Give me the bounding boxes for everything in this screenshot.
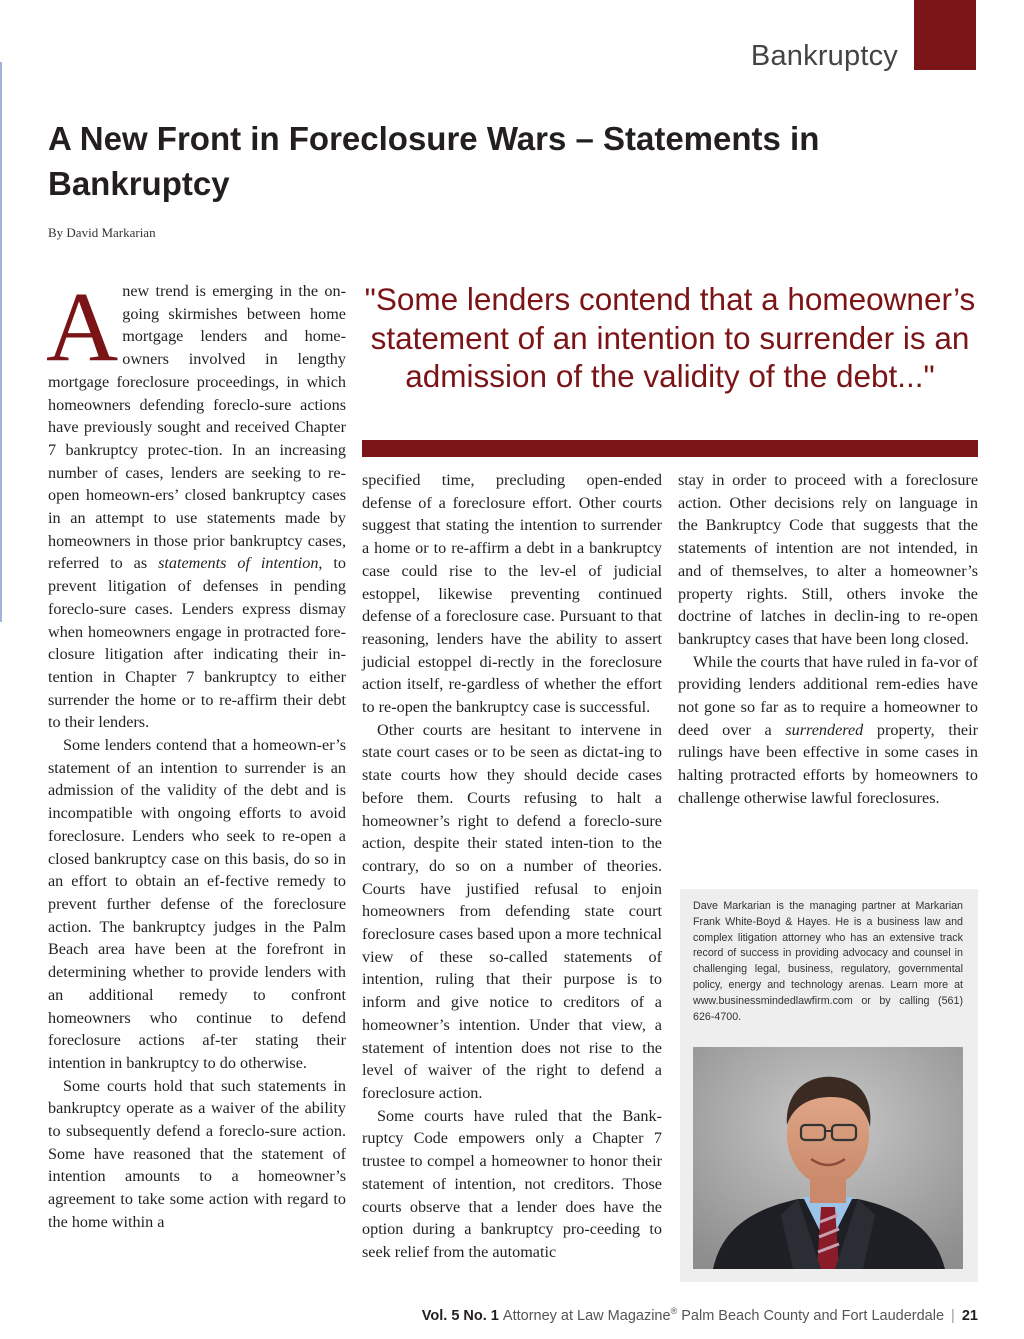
author-bio: Dave Markarian is the managing partner at Markarian Frank White-Boyd & Hayes. He is a business law and complex litigation attorney who has an extensive track record of success in providing advocacy and counsel in challenging legal, business, regulatory, governmental policy, energy and technology arenas. Learn more at www.businessmindedlawfirm.com or by calling (561) 626-4700. [693, 900, 963, 1023]
footer-region: Palm Beach County and Fort Lauderdale [681, 1307, 945, 1324]
paragraph: stay in order to proceed with a foreclosure action. Other decisions rely on language in the Bankruptcy Code that suggests that the statements of intention are not intended, in and of themselves, to alter a homeowner’s property rights. Still, others invoke the doctrine of latches in declin-ing to re-open bankruptcy cases that have been long closed. [678, 471, 978, 648]
byline: By David Markarian [48, 225, 156, 240]
paragraph-text-tail: property, their rulings have been effective in some cases in halting protracted efforts by homeowners to challenge otherwise lawful foreclosures. [678, 720, 978, 807]
author-photo [693, 1047, 963, 1269]
paragraph: Some courts hold that such statements in bankruptcy operate as a waiver of the ability to subsequently defend a foreclo-sure action. Some have reasoned that the statement of intention amounts to a homeowner’s agreement to take some action with regard to the home within a [48, 1076, 346, 1231]
drop-cap: A [46, 271, 119, 382]
column-3 [678, 469, 978, 810]
intro-emphasis: statements of intention [158, 554, 319, 573]
registered-mark: ® [670, 1306, 678, 1316]
section-color-block [914, 0, 976, 70]
section-label: Bankruptcy [750, 40, 898, 72]
intro-text-tail: , to prevent litigation of defenses in pending foreclo-sure cases. Lenders express dismay when homeowners engage in protracted fore-closure litigation after indicating their in-tention in Chapter 7 bankruptcy to either surrender the home or to re-affirm their debt to their lenders. [48, 554, 346, 732]
page-edge-rule [0, 62, 2, 622]
footer-separator: | [951, 1307, 955, 1324]
pull-quote-rule [362, 440, 978, 457]
page-footer [300, 1306, 978, 1324]
paragraph-intro [46, 271, 346, 734]
paragraph: Some courts have ruled that the Bank-ruptcy Code empowers only a Chapter 7 trustee to compel a homeowner to honor their statement of intention, not creditors. Those courts observe that a lender does have the option during a bankruptcy pro-ceeding to seek relief from the automatic [362, 1106, 662, 1261]
paragraph: Other courts are hesitant to intervene in state court cases or to be seen as dictat-ing to state courts how they should decide cases before them. Courts refusing to halt a homeowner’s right to defend a foreclo-sure action, despite their stated inten-tion to the contrary, do so on a number of theories. Courts have justified refusal to enjoin homeowners from defending state court foreclosure cases based upon a more technical view of these so-called statements of intention, ruling that their purpose is to inform and give notice to creditors of a homeowner’s intention. Under that view, a statement of intention does not rise to the level of waiver of the right to defend a foreclosure action. [362, 720, 662, 1102]
footer-magazine: Attorney at Law Magazine [502, 1307, 671, 1324]
paragraph-emphasis: surrendered [785, 720, 864, 739]
paragraph-text: While the courts that have ruled in fa-vor of providing lenders additional rem-edies have not gone so far as to require a homeowner to deed over a [678, 652, 978, 739]
page-number: 21 [961, 1307, 978, 1324]
paragraph [678, 651, 978, 810]
column-2 [362, 469, 662, 1264]
footer-volume: Vol. 5 No. 1 [421, 1307, 499, 1324]
pull-quote: "Some lenders contend that a homeowner’s statement of an intention to surrender is an admission of the validity of the debt..." [364, 281, 976, 395]
article-title: A New Front in Foreclosure Wars – Statements in Bankruptcy [48, 120, 820, 202]
author-portrait-image [693, 1047, 963, 1269]
paragraph: specified time, precluding open-ended defense of a foreclosure effort. Other courts suggest that stating the intention to surrender a home or to re-affirm a debt in a bankruptcy case could rise to the lev-el of judicial estoppel, likewise preventing continued defense of a foreclosure case. Pursuant to that reasoning, lenders have the ability to assert judicial estoppel di-rectly in the foreclosure action itself, re-gardless of whether the effort to re-open the bankruptcy case is successful. [362, 471, 662, 717]
intro-text: new trend is emerging in the on-going skirmishes between home mortgage lenders and home-owners involved in lengthy mortgage foreclosure proceedings, in which homeowners defending foreclo-sure actions have previously sought and received Chapter 7 bankruptcy protec-tion. In an increasing number of cases, lenders are seeking to re-open homeown-ers’ closed bankruptcy cases in an attempt to use statements made by homeowners in those prior bankruptcy cases, referred to as [48, 282, 346, 573]
paragraph: Some lenders contend that a homeown-er’s statement of an intention to surrender is an admission of the validity of the debt and is incompatible with ongoing efforts to avoid foreclosure. Lenders who seek to re-open a closed bankruptcy case on this basis, do so in an effort to obtain an ef-fective remedy to prevent further defense of the foreclosure action. The bankruptcy judges in the Palm Beach area have been at the forefront in determining whether to provide lenders with an additional remedy to confront homeowners who continue to defend foreclosure actions af-ter stating their intention in bankruptcy to do otherwise. [48, 736, 346, 1072]
column-1 [46, 271, 346, 1234]
